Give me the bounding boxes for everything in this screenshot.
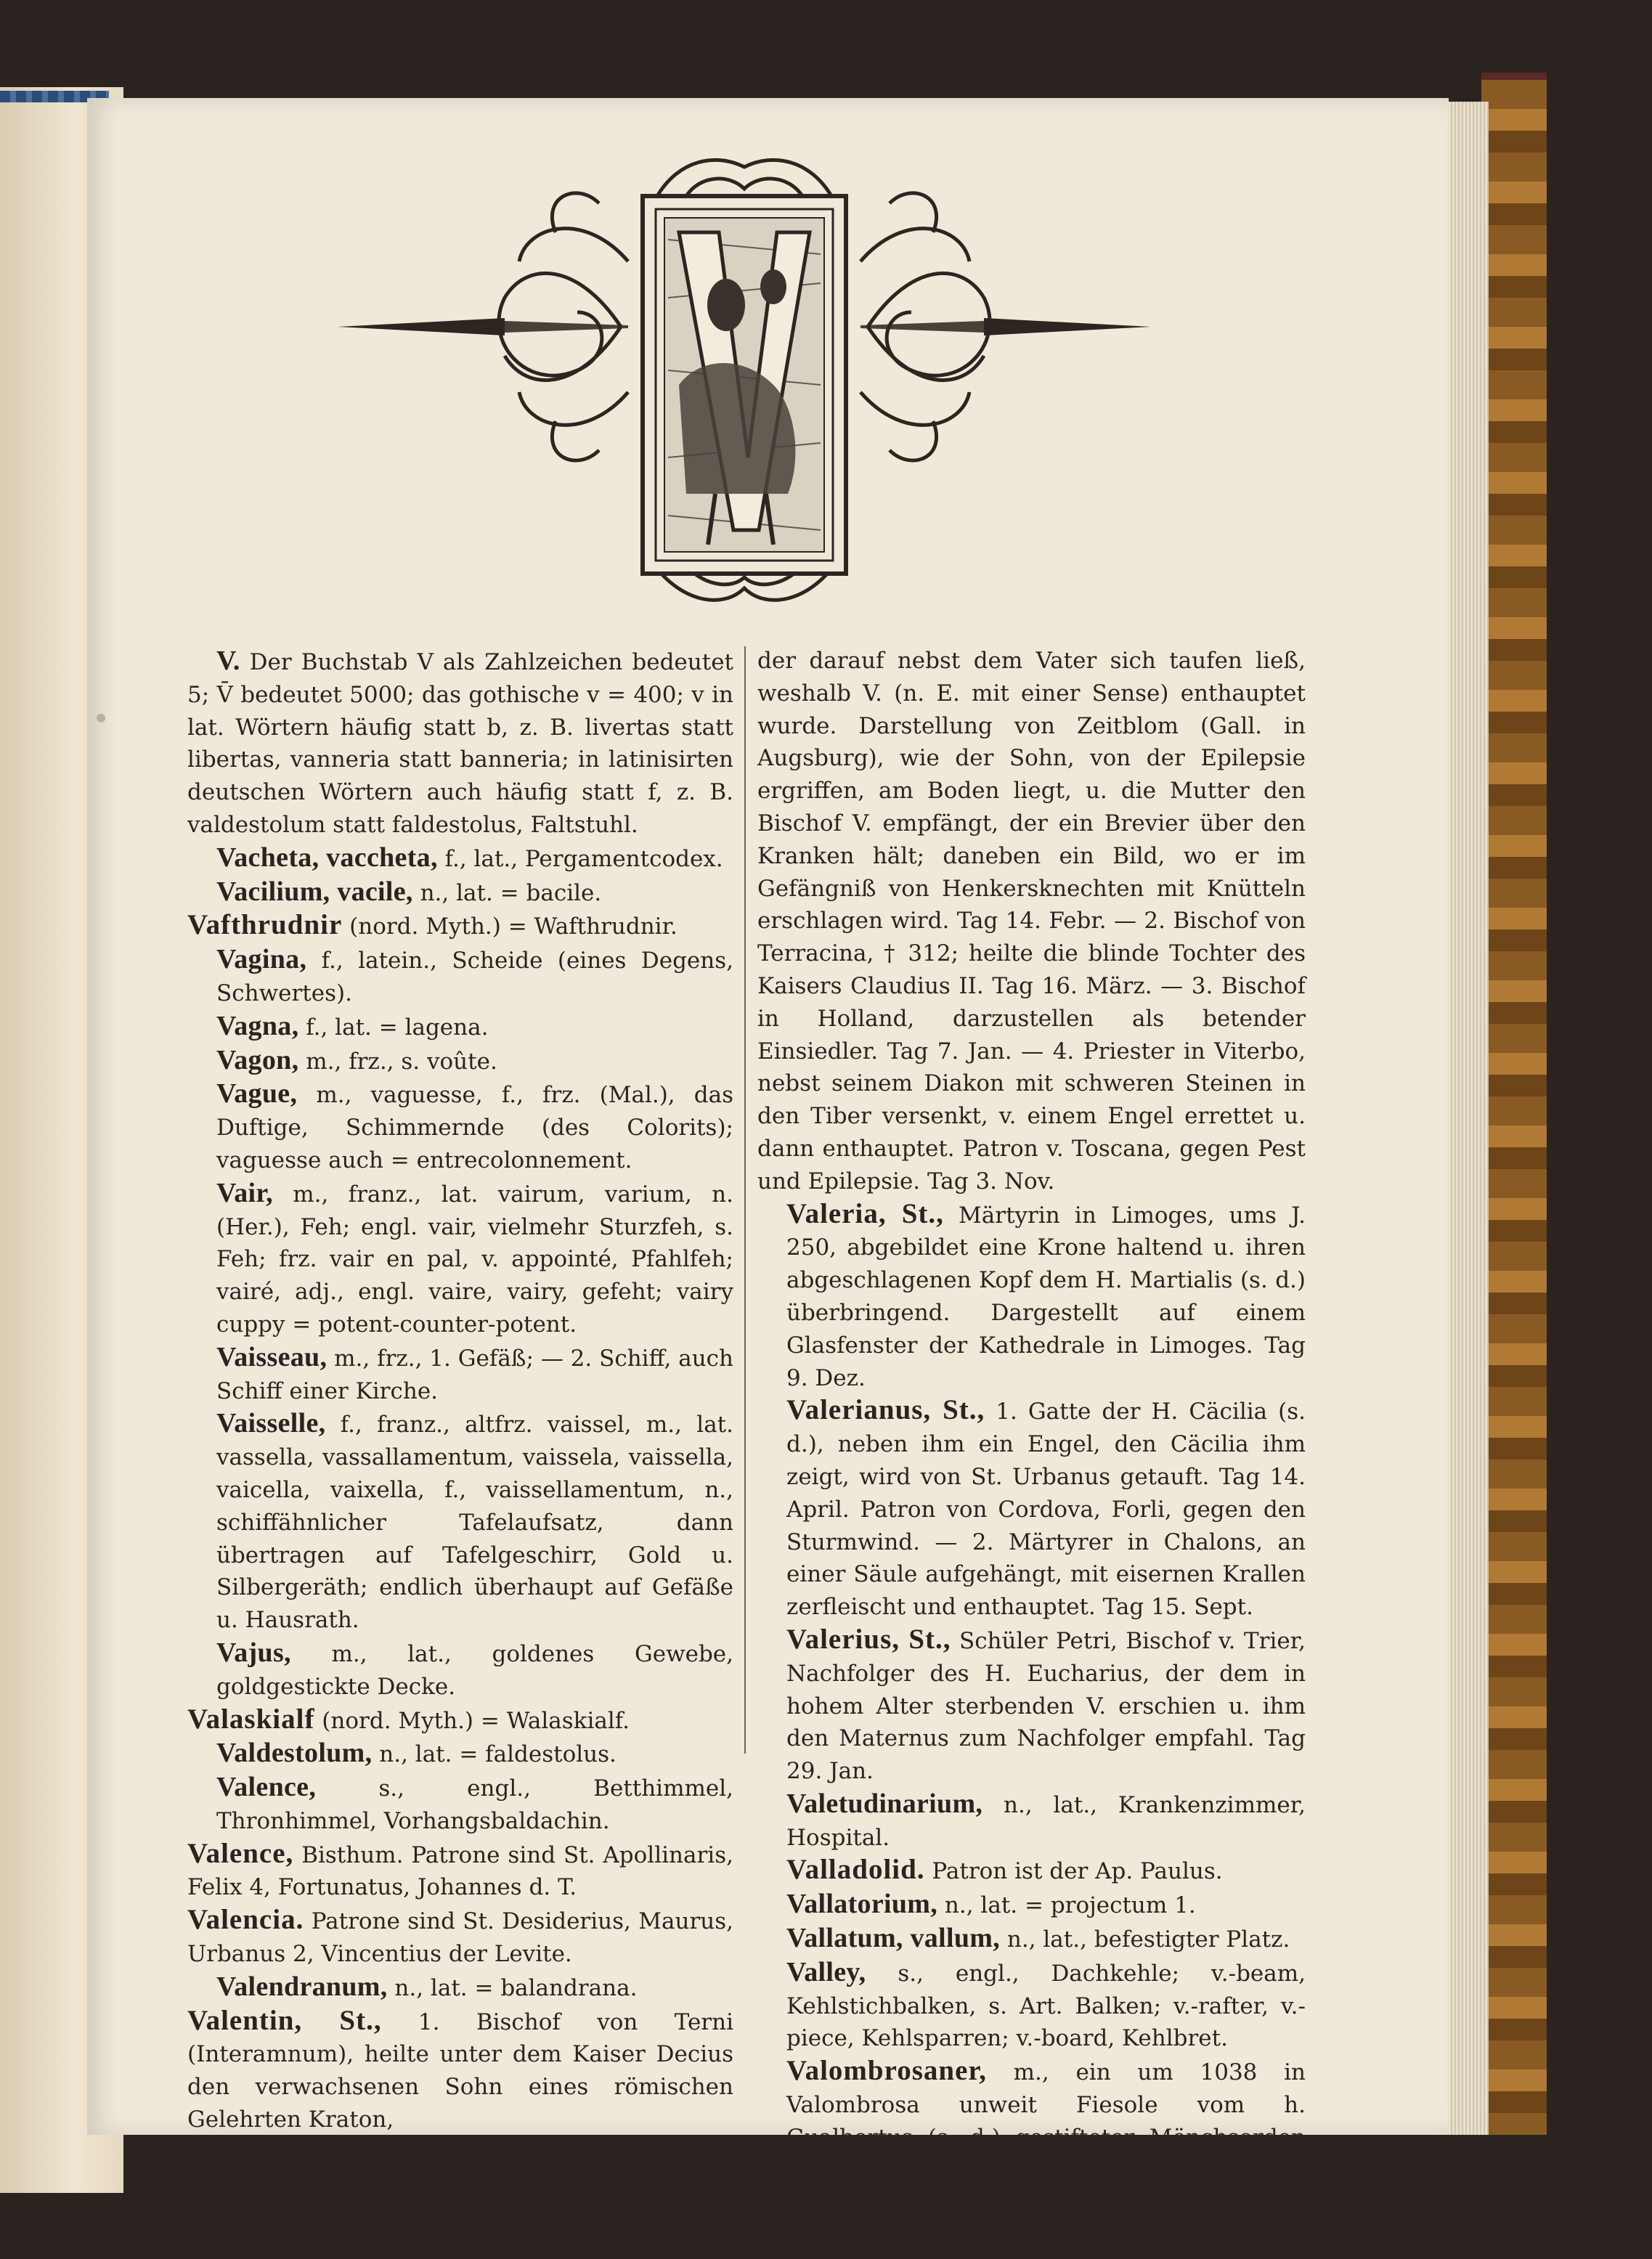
entry-valencia: Valencia. Patrone sind St. Desiderius, Maurus, Urbanus 2, Vincentius der Levite.: [187, 1904, 733, 1968]
entry-valaskialf: Valaskialf (nord. Myth.) = Walaskialf.: [187, 1703, 630, 1735]
entry-valentin-cont: der darauf nebst dem Vater sich taufen ließ, weshalb V. (n. E. mit einer Sense) enthauptet wurde. Darstellung von Zeitblom (Gall. in Augsburg), wie der Sohn, von der Epilepsie ergriffen, am Boden liegt, u. die Mutter den Bischof V. empfängt, der ein Brevier über den Kranken hält; daneben ein Bild, wo er im Gefängniß von Henkersknechten mit Knütteln erschlagen wird. Tag 14. Febr. — 2. Bischof von Terracina, † 312; heilte die blinde Tochter des Kaisers Claudius II. Tag 16. März. — 3. Bischof in Holland, darzustellen als betender Einsiedler. Tag 7. Jan. — 4. Priester in Viterbo, nebst seinem Diakon mit schweren Steinen in den Tiber versenkt, v. einem Engel errettet u. dann enthauptet. Patron v. Toscana, gegen Pest und Epilepsie. Tag 3. Nov.: [757, 648, 1306, 1194]
entry-valendranum: Valendranum, n., lat. = balandrana.: [216, 1971, 638, 2002]
entry-valley: Valley, s., engl., Dachkehle; v.-beam, Kehlstichbalken, s. Art. Balken; v.-rafter, v.-piece, Kehlsparren; v.-board, Kehlbret.: [786, 1956, 1306, 2052]
ornamental-initial-v: [338, 152, 1151, 617]
entry-valence-bisthum: Valence, Bisthum. Patrone sind St. Apollinaris, Felix 4, Fortunatus, Johannes d. T.: [187, 1837, 733, 1901]
entry-valetudinarium: Valetudinarium, n., lat., Krankenzimmer, Hospital.: [786, 1788, 1306, 1851]
right-column: [757, 645, 1306, 2186]
entry-valeria: Valeria, St., Märtyrin in Limoges, ums J. 250, abgebildet eine Krone haltend u. ihren abgeschlagenen Kopf dem H. Martialis (s. d.) überbringend. Dargestellt auf einem Glasfenster der Kathedrale in Limoges. Tag 9. Dez.: [786, 1197, 1306, 1391]
entry-v: [187, 645, 733, 842]
entry-valerius: Valerius, St., Schüler Petri, Bischof v. Trier, Nachfolger des H. Eucharius, der dem in hohem Alter sterbenden V. erschien u. ihm den Maternus zum Nachfolger empfahl. Tag 29. Jan.: [786, 1623, 1306, 1785]
entry-valerianus: Valerianus, St., 1. Gatte der H. Cäcilia (s. d.), neben ihm ein Engel, den Cäcilia ihm zeigt, wird von St. Urbanus getauft. Tag 14. April. Patron von Cordova, Forli, gegen den Sturmwind. — 2. Märtyrer in Chalons, an einer Säule aufgehängt, mit eisernen Krallen zerfleischt und enthauptet. Tag 15. Sept.: [786, 1394, 1306, 1621]
entry-vacheta: Vacheta, vaccheta, f., lat., Pergamentcodex.: [216, 842, 723, 873]
entry-vaisselle: Vaisselle, f., franz., altfrz. vaissel, m., lat. vassella, vassallamentum, vaissela, vaissella, vaicella, vaixella, f., vaissellamentum, n., schiffähnlicher Tafelaufsatz, dann übertragen auf Tafelgeschirr, Gold u. Silbergeräth; endlich überhaupt auf Gefäße u. Hausrath.: [216, 1408, 733, 1634]
paper-spot: [97, 714, 105, 723]
entry-vallatum: Vallatum, vallum, n., lat., befestigter Platz.: [786, 1923, 1290, 1954]
column-divider: [744, 646, 746, 1754]
left-column: [187, 645, 733, 2136]
entry-valombrosaner: Valombrosaner, m., ein um 1038 in Valombrosa unweit Fiesole vom h. Gualbertus (s. d.) gestifteter Mönchsorden nach Benedictinerregel.: [786, 2055, 1306, 2183]
entry-vague: Vague, m., vaguesse, f., frz. (Mal.), das Duftige, Schimmernde (des Colorits); vaguesse auch = entrecolonnement.: [216, 1078, 733, 1173]
entry-valdestolum: Valdestolum, n., lat. = faldestolus.: [216, 1738, 617, 1769]
entry-vacilium: Vacilium, vacile, n., lat. = bacile.: [216, 876, 602, 907]
entry-vajus: Vajus, m., lat., goldenes Gewebe, goldgestickte Decke.: [216, 1637, 733, 1700]
entry-vagna: Vagna, f., lat. = lagena.: [216, 1010, 489, 1041]
entry-vallatorium: Vallatorium, n., lat. = projectum 1.: [786, 1889, 1196, 1920]
entry-vair: Vair, m., franz., lat. vairum, varium, n. (Her.), Feh; engl. vair, vielmehr Sturzfeh, s. Feh; frz. vair en pal, v. appointé, Pfahlfeh; vairé, adj., engl. vaire, vairy, gefeht; vairy cuppy = potent-counter-potent.: [216, 1177, 733, 1338]
entry-valladolid: Valladolid. Patron ist der Ap. Paulus.: [786, 1854, 1223, 1886]
entry-headword: V.: [216, 646, 240, 676]
entry-vafthrudnir: Vafthrudnir (nord. Myth.) = Wafthrudnir.: [187, 909, 678, 941]
entry-valence-engl: Valence, s., engl., Betthimmel, Thronhimmel, Vorhangsbaldachin.: [216, 1772, 733, 1834]
entry-vaisseau: Vaisseau, m., frz., 1. Gefäß; — 2. Schiff, auch Schiff einer Kirche.: [216, 1341, 733, 1404]
entry-text: Der Buchstab V als Zahlzeichen bedeutet 5; V̄ bedeutet 5000; das gothische v = 400; v in lat. Wörtern häufig statt b, z. B. livertas statt libertas, vanneria statt banneria; in latinisirten deutschen Wörtern auch häufig statt f, z. B. valdestolum statt faldestolus, Faltstuhl.: [187, 649, 733, 838]
entry-valentin: Valentin, St., 1. Bischof von Terni (Interamnum), heilte unter dem Kaiser Decius den verwachsenen Sohn eines römischen Gelehrten Kraton,: [187, 2004, 733, 2133]
entry-vagon: Vagon, m., frz., s. voûte.: [216, 1044, 497, 1075]
entry-vagina: Vagina, f., latein., Scheide (eines Degens, Schwertes).: [216, 944, 733, 1006]
binding-marbled: [1481, 80, 1547, 2135]
